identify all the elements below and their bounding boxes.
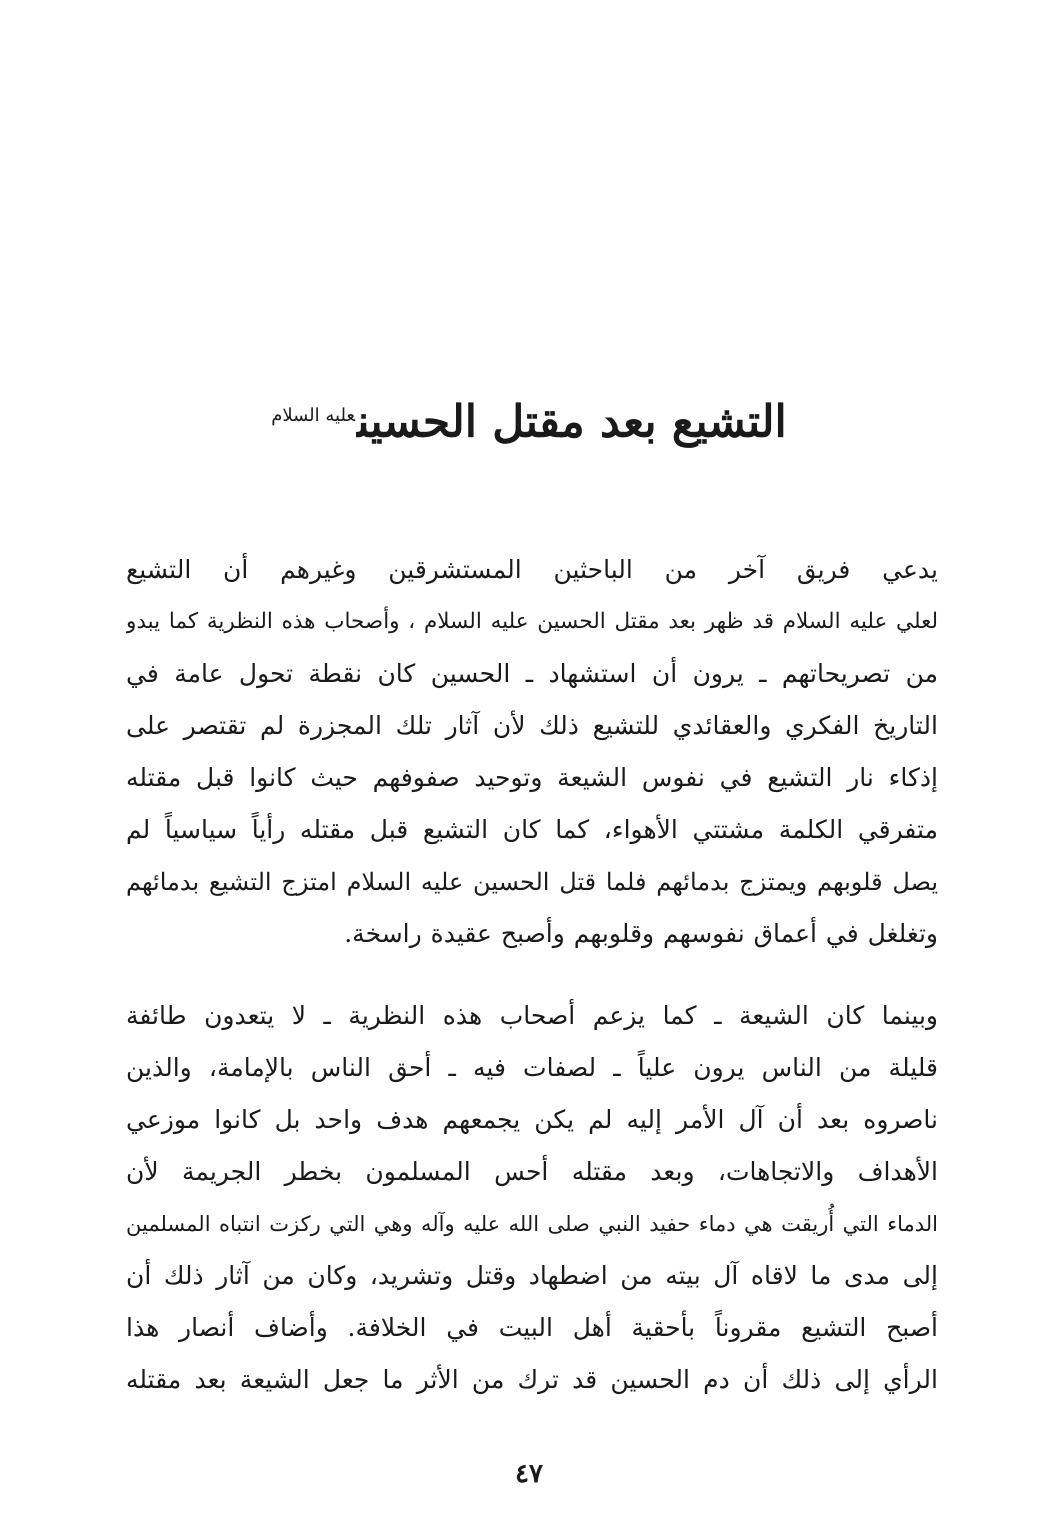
text-line: الأهداف والاتجاهات، وبعد مقتله أحس المسلمون بخطر الجريمة لأن (126, 1157, 938, 1186)
text-line: يدعي فريق آخر من الباحثين المستشرقين وغيرهم أن التشيع (126, 555, 938, 584)
text-line: ناصروه بعد أن آل الأمر إليه لم يكن يجمعهم هدف واحد بل كانوا موزعي (126, 1105, 938, 1134)
text-line: التاريخ الفكري والعقائدي للتشيع ذلك لأن آثار تلك المجزرة لم تقتصر على (126, 711, 938, 740)
chapter-title-text: التشيع بعد مقتل الحسين (357, 396, 787, 448)
text-line: قليلة من الناس يرون علياً ـ لصفات فيه ـ أحق الناس بالإمامة، والذين (126, 1053, 938, 1082)
text-line: لعلي عليه السلام قد ظهر بعد مقتل الحسين عليه السلام ، وأصحاب هذه النظرية كما يبدو (126, 609, 938, 634)
text-line: أصبح التشيع مقروناً بأحقية أهل البيت في الخلافة. وأضاف أنصار هذا (126, 1313, 938, 1342)
text-line: من تصريحاتهم ـ يرون أن استشهاد ـ الحسين كان نقطة تحول عامة في (126, 659, 938, 688)
text-line: يصل قلوبهم ويمتزج بدمائهم فلما قتل الحسين عليه السلام امتزج التشيع بدمائهم (126, 868, 938, 896)
paragraph-2 (126, 990, 938, 1406)
text-line: إذكاء نار التشيع في نفوس الشيعة وتوحيد صفوفهم حيث كانوا قبل مقتله (126, 763, 938, 792)
chapter-title (0, 386, 1058, 453)
text-line: وتغلغل في أعماق نفوسهم وقلوبهم وأصبح عقيدة راسخة. (344, 919, 938, 948)
text-line: الدماء التي أُريقت هي دماء حفيد النبي صلى الله عليه وآله وهي التي ركزت انتباه المسلمين (126, 1212, 938, 1236)
page-number: ٤٧ (515, 1459, 543, 1489)
honorific-mark: عليه السلام (271, 405, 356, 426)
text-line: متفرقي الكلمة مشتتي الأهواء، كما كان التشيع قبل مقتله رأياً سياسياً لم (126, 815, 938, 844)
text-line: وبينما كان الشيعة ـ كما يزعم أصحاب هذه النظرية ـ لا يتعدون طائفة (126, 1001, 938, 1030)
text-line: إلى مدى ما لاقاه آل بيته من اضطهاد وقتل وتشريد، وكان من آثار ذلك أن (126, 1261, 938, 1290)
text-line: الرأي إلى ذلك أن دم الحسين قد ترك من الأثر ما جعل الشيعة بعد مقتله (126, 1365, 938, 1394)
paragraph-1 (126, 544, 938, 960)
